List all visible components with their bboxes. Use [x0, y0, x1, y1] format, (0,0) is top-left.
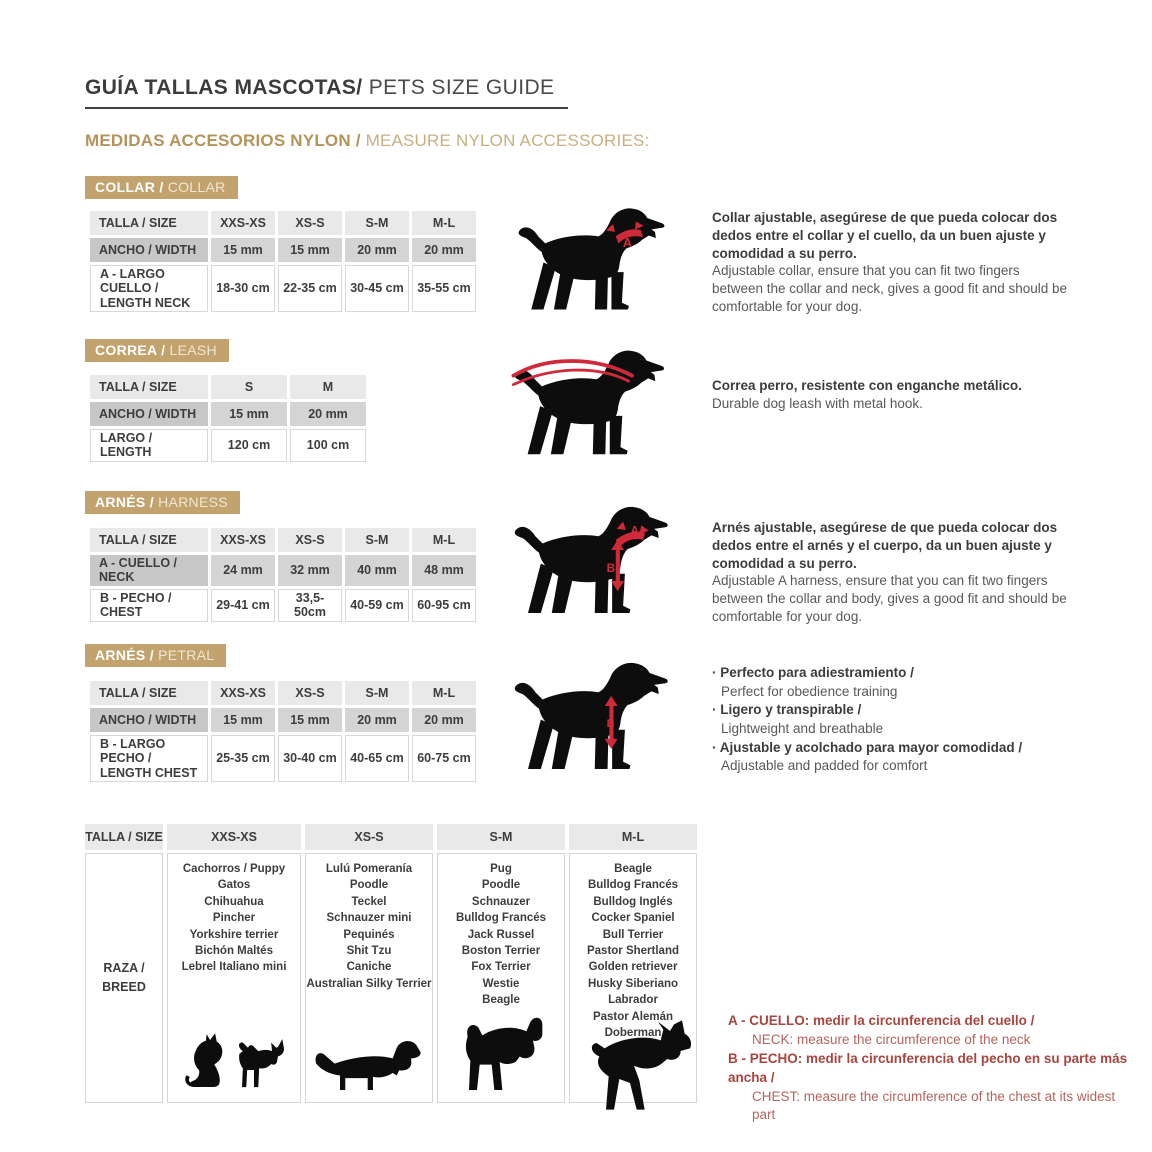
chihuahua-icon	[236, 1034, 284, 1094]
row-label: A - CUELLO / NECK	[90, 555, 208, 586]
value-cell: 100 cm	[290, 429, 366, 462]
table-row-chest	[90, 589, 476, 622]
silhouette-area	[561, 1019, 705, 1123]
leash-description	[712, 377, 1068, 413]
row-label: ANCHO / WIDTH	[90, 402, 208, 426]
breed-table-header	[85, 824, 697, 850]
header-cell: XS-S	[278, 528, 342, 552]
breed-item: Gatos	[217, 879, 251, 892]
value-cell: 15 mm	[211, 238, 275, 262]
badge-label-en: PETRAL	[158, 647, 215, 663]
breed-item: Pastor Shertland	[586, 945, 680, 958]
breed-row-label	[85, 853, 163, 1103]
table-header-row	[90, 211, 476, 235]
value-cell: 48 mm	[412, 555, 476, 586]
header-cell: XS-S	[278, 681, 342, 705]
row-label-es: RAZA /	[103, 961, 145, 976]
collar-description	[712, 209, 1068, 316]
header-cell: M-L	[412, 211, 476, 235]
value-cell: 20 mm	[345, 238, 409, 262]
value-cell: 15 mm	[211, 402, 287, 426]
breed-item: Beagle	[614, 863, 652, 875]
breed-item: Lebrel Italiano mini	[181, 961, 287, 974]
breed-item: Westie	[482, 977, 520, 990]
value-cell: 24 mm	[211, 555, 275, 586]
doberman-icon	[579, 1019, 705, 1115]
svg-text:B: B	[606, 717, 615, 730]
header-cell: XS-S	[278, 211, 342, 235]
feature-en: Lightweight and breathable	[721, 720, 884, 736]
header-cell: M	[290, 375, 366, 399]
header-cell: XXS-XS	[211, 528, 275, 552]
description-en: Adjustable A harness, ensure that you can fit two fingers between the collar and body, gives a good fit and should be comfortable for your dog.	[712, 573, 1067, 625]
badge-label-es: ARNÉS /	[95, 647, 159, 663]
header-cell: TALLA / SIZE	[90, 528, 208, 552]
header-cell: TALLA / SIZE	[90, 375, 208, 399]
breed-item: Boston Terrier	[461, 945, 541, 958]
value-cell: 40 mm	[345, 555, 409, 586]
leash-section-badge	[85, 339, 229, 362]
header-cell: XXS-XS	[167, 824, 301, 850]
breed-item: Schnauzer	[471, 895, 531, 908]
petral-feature-list	[712, 664, 1072, 776]
header-cell: S-M	[345, 681, 409, 705]
header-cell: TALLA / SIZE	[90, 681, 208, 705]
breed-item: Poodle	[481, 879, 521, 892]
header-cell: TALLA / SIZE	[90, 211, 208, 235]
header-cell: S-M	[345, 528, 409, 552]
value-cell: 18-30 cm	[211, 265, 275, 312]
breed-item: Cachorros / Puppy	[182, 863, 286, 875]
note-b-en: CHEST: measure the circumference of the chest at its widest part	[752, 1088, 1116, 1123]
value-cell: 60-75 cm	[412, 735, 476, 782]
feature-es: · Ligero y transpirable /	[712, 701, 1072, 720]
value-cell: 20 mm	[290, 402, 366, 426]
value-cell: 20 mm	[345, 708, 409, 732]
breed-list-xxs-xs	[167, 853, 301, 1103]
svg-text:B: B	[606, 560, 616, 575]
value-cell: 33,5-50cm	[278, 589, 342, 622]
value-cell: 35-55 cm	[412, 265, 476, 312]
table-row-width	[90, 402, 366, 426]
value-cell: 22-35 cm	[278, 265, 342, 312]
badge-label-es: CORREA /	[95, 342, 170, 358]
breed-item: Shit Tzu	[346, 945, 392, 958]
value-cell: 15 mm	[278, 708, 342, 732]
breed-item: Husky Siberiano	[587, 977, 679, 990]
feature-es: · Ajustable y acolchado para mayor comodidad /	[712, 739, 1072, 758]
breed-item: Bulldog Inglés	[593, 895, 673, 908]
page-title-es: GUÍA TALLAS MASCOTAS/	[85, 76, 363, 99]
header-cell: XS-S	[305, 824, 433, 850]
breed-item: Bichón Maltés	[195, 945, 273, 958]
page-title-en: PETS SIZE GUIDE	[362, 76, 555, 99]
breed-item: Doberman	[604, 1027, 662, 1040]
row-label: ANCHO / WIDTH	[90, 238, 208, 262]
dachshund-icon	[311, 1036, 427, 1094]
row-label: A - LARGO CUELLO / LENGTH NECK	[90, 265, 208, 312]
feature-item	[712, 739, 1072, 776]
table-row-width	[90, 238, 476, 262]
collar-size-table	[87, 208, 479, 315]
breed-size-table	[85, 824, 697, 1103]
breed-item: Chihuahua	[204, 895, 264, 908]
silhouette-area	[184, 976, 284, 1102]
petral-size-table	[87, 678, 479, 785]
note-a-es: A - CUELLO: medir la circunferencia del cuello /	[728, 1013, 1035, 1028]
measuring-notes	[728, 1012, 1128, 1125]
badge-label-en: HARNESS	[158, 494, 228, 510]
breed-item: Jack Russel	[467, 928, 535, 941]
description-en: Adjustable collar, ensure that you can fit two fingers between the collar and neck, gives a good fit and should be comfortable for your dog.	[712, 263, 1067, 315]
harness-section-badge	[85, 491, 240, 514]
header-cell: XXS-XS	[211, 211, 275, 235]
description-es: Correa perro, resistente con enganche metálico.	[712, 378, 1022, 393]
breed-list-m-l	[569, 853, 697, 1103]
row-label: LARGO / LENGTH	[90, 429, 208, 462]
breed-item: Bull Terrier	[602, 928, 664, 941]
row-label-en: BREED	[102, 980, 146, 994]
breed-item: Cocker Spaniel	[591, 912, 675, 925]
header-cell: M-L	[412, 528, 476, 552]
header-cell: S	[211, 375, 287, 399]
silhouette-area	[311, 992, 427, 1102]
value-cell: 29-41 cm	[211, 589, 275, 622]
page-subtitle	[85, 131, 649, 151]
table-row-neck	[90, 555, 476, 586]
value-cell: 20 mm	[412, 708, 476, 732]
table-row-length	[90, 429, 366, 462]
badge-label-es: COLLAR /	[95, 179, 168, 195]
harness-size-table	[87, 525, 479, 625]
header-cell: TALLA / SIZE	[85, 824, 163, 850]
breed-item: Beagle	[482, 994, 520, 1007]
svg-text:A: A	[630, 523, 639, 538]
table-header-row	[90, 528, 476, 552]
badge-label-en: COLLAR	[167, 179, 226, 195]
page-subtitle-es: MEDIDAS ACCESORIOS NYLON /	[85, 131, 366, 150]
breed-item: Pincher	[212, 912, 256, 925]
harness-description	[712, 519, 1068, 626]
breed-item: Schnauzer mini	[326, 912, 412, 925]
breed-item: Labrador	[608, 994, 658, 1007]
value-cell: 15 mm	[278, 238, 342, 262]
svg-text:A: A	[622, 234, 633, 250]
breed-item: Pequinés	[343, 928, 395, 941]
feature-es: · Perfecto para adiestramiento /	[712, 664, 1072, 683]
silhouette-area	[451, 1009, 551, 1102]
header-cell: S-M	[437, 824, 565, 850]
badge-label-es: ARNÉS /	[95, 494, 159, 510]
dog-collar-marking-A-icon	[505, 198, 690, 320]
note-a-en: NECK: measure the circumference of the neck	[752, 1031, 1031, 1047]
feature-item	[712, 664, 1072, 701]
value-cell: 20 mm	[412, 238, 476, 262]
value-cell: 30-45 cm	[345, 265, 409, 312]
value-cell: 25-35 cm	[211, 735, 275, 782]
table-row-width	[90, 708, 476, 732]
page-subtitle-en: MEASURE NYLON ACCESSORIES:	[365, 131, 650, 150]
table-row-neck-length	[90, 265, 476, 312]
row-label: B - PECHO / CHEST	[90, 589, 208, 622]
breed-list-s-m	[437, 853, 565, 1103]
breed-item: Golden retriever	[588, 961, 678, 974]
header-cell: M-L	[569, 824, 697, 850]
value-cell: 120 cm	[211, 429, 287, 462]
dog-petral-marking-icon	[505, 652, 690, 780]
header-cell: S-M	[345, 211, 409, 235]
table-header-row	[90, 375, 366, 399]
value-cell: 15 mm	[211, 708, 275, 732]
note-b-es: B - PECHO: medir la circunferencia del pecho en su parte más ancha /	[728, 1050, 1128, 1085]
feature-item	[712, 701, 1072, 738]
collar-section-badge	[85, 176, 238, 199]
breed-item: Pug	[490, 863, 512, 875]
breed-item: Teckel	[351, 895, 387, 908]
petral-section-badge	[85, 644, 226, 667]
feature-en: Perfect for obedience training	[721, 683, 898, 699]
dog-harness-markings-icon	[505, 496, 690, 624]
description-es: Arnés ajustable, asegúrese de que pueda colocar dos dedos entre el arnés y el cuerpo, da un buen ajuste y comodidad a su perro.	[712, 520, 1058, 571]
cat-icon	[184, 1028, 226, 1094]
description-es: Collar ajustable, asegúrese de que pueda colocar dos dedos entre el collar y el cuello, da un buen ajuste y comodidad a su perro.	[712, 210, 1058, 261]
breed-item: Pastor Alemán	[592, 1010, 674, 1023]
dog-with-leash-icon	[498, 340, 693, 465]
breed-item: Bulldog Francés	[455, 912, 547, 925]
header-cell: M-L	[412, 681, 476, 705]
schnauzer-icon	[451, 1014, 551, 1094]
breed-item: Lulú Pomeranía	[325, 863, 413, 875]
leash-size-table	[87, 372, 369, 465]
value-cell: 30-40 cm	[278, 735, 342, 782]
value-cell: 40-65 cm	[345, 735, 409, 782]
description-en: Durable dog leash with metal hook.	[712, 395, 923, 411]
breed-item: Bulldog Francés	[587, 879, 679, 892]
table-row-chest-length	[90, 735, 476, 782]
breed-item: Caniche	[346, 961, 392, 974]
breed-item: Fox Terrier	[471, 961, 531, 974]
value-cell: 60-95 cm	[412, 589, 476, 622]
breed-table-body	[85, 853, 697, 1103]
badge-label-en: LEASH	[169, 342, 217, 358]
breed-item: Australian Silky Terrier	[306, 977, 432, 990]
value-cell: 40-59 cm	[345, 589, 409, 622]
row-label: ANCHO / WIDTH	[90, 708, 208, 732]
page-title	[85, 76, 568, 109]
breed-item: Yorkshire terrier	[189, 928, 279, 941]
breed-list-xs-s	[305, 853, 433, 1103]
table-header-row	[90, 681, 476, 705]
breed-item: Poodle	[349, 879, 389, 892]
value-cell: 32 mm	[278, 555, 342, 586]
feature-en: Adjustable and padded for comfort	[721, 758, 928, 774]
row-label: B - LARGO PECHO / LENGTH CHEST	[90, 735, 208, 782]
header-cell: XXS-XS	[211, 681, 275, 705]
